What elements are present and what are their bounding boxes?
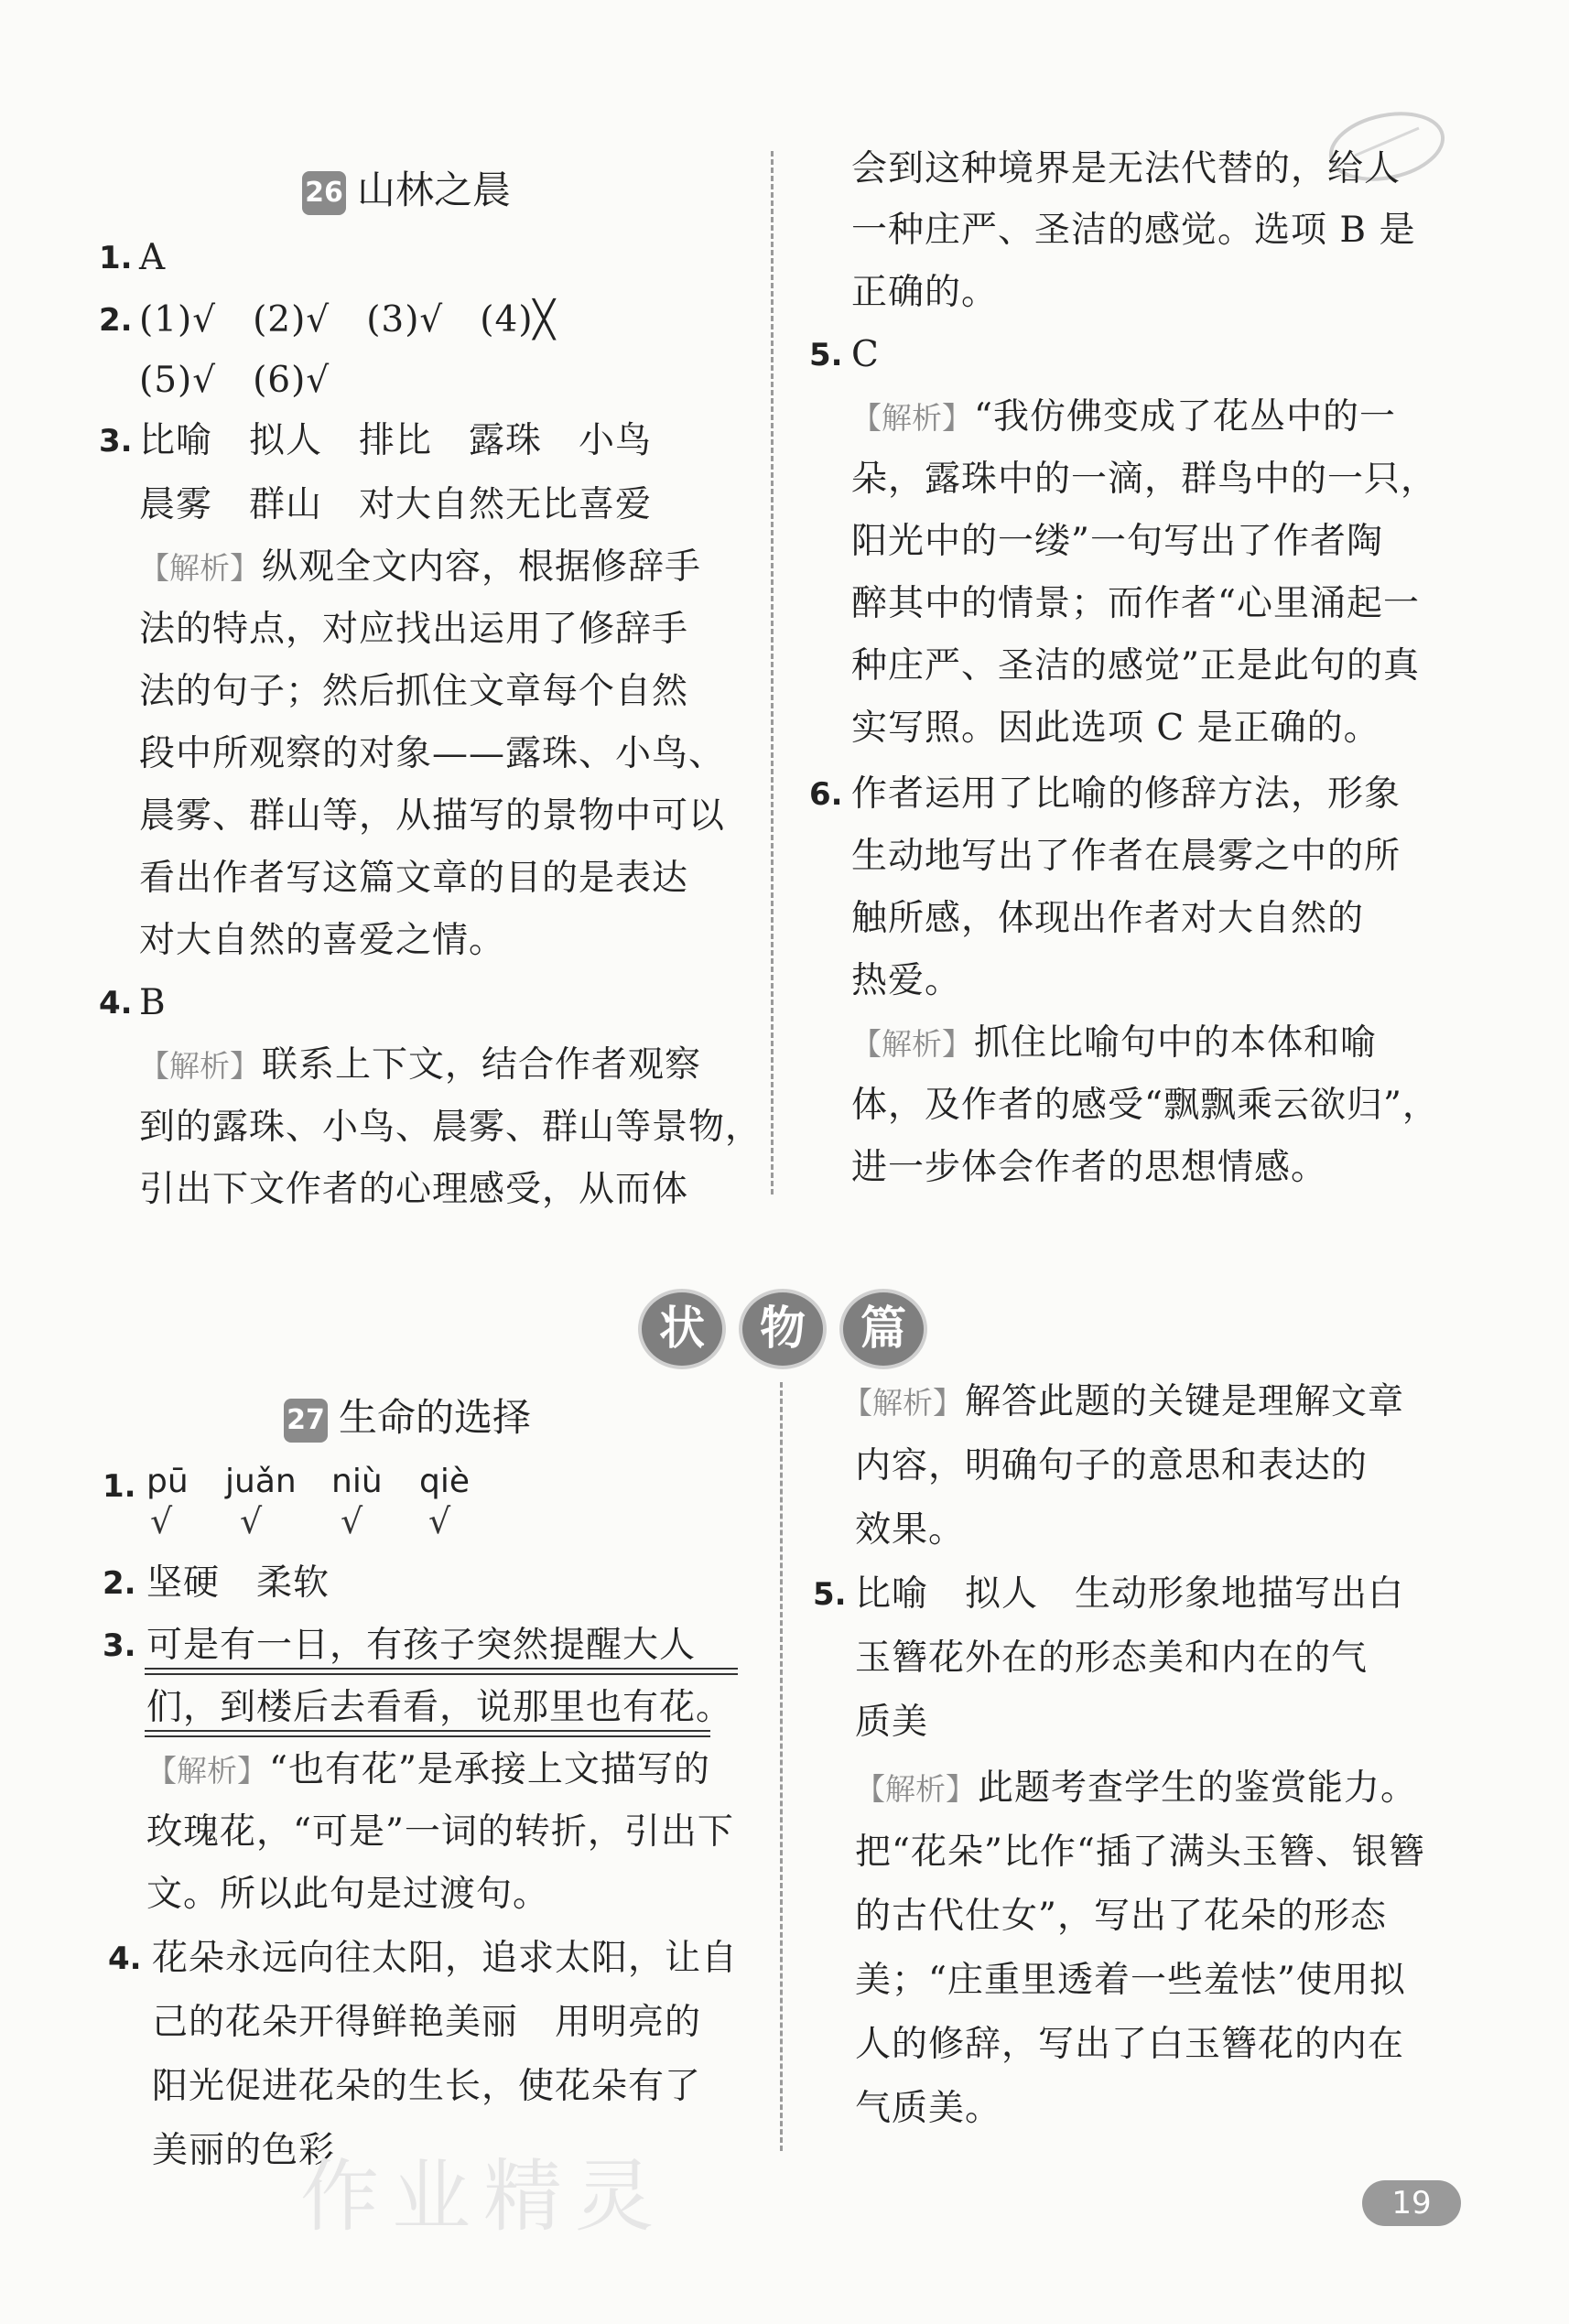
answer-text: 质美 [855,1702,929,1743]
analysis-line: 实写照。因此选项 C 是正确的。 [851,708,1380,749]
analysis-line: 人的修辞，写出了白玉簪花的内在 [855,2024,1405,2065]
answer-text: 比喻 拟人 排比 露珠 小鸟 [139,420,653,461]
question-number: 6. [809,776,843,813]
answer-text: 生动地写出了作者在晨雾之中的所 [851,836,1401,877]
analysis-line: 【解析】解答此题的关键是理解文章 [842,1381,1405,1422]
question-number: 5. [809,337,843,373]
analysis-line: 【解析】“我仿佛变成了花丛中的一 [851,396,1396,438]
check-mark: √ [240,1501,263,1541]
analysis-line: 正确的。 [851,272,999,313]
analysis-line: 法的特点，对应找出运用了修辞手 [139,609,689,650]
answer-text: C [851,334,880,375]
answer-text: 可是有一日，有孩子突然提醒大人 [146,1625,697,1666]
analysis-line: 【解析】此题考查学生的鉴赏能力。 [855,1767,1418,1809]
question-number: 3. [103,1627,136,1664]
pinyin-item: juǎn [225,1463,297,1500]
analysis-line: 晨雾、群山等，从描写的景物中可以 [139,795,726,837]
page-number: 19 [1362,2180,1461,2226]
question-number: 1. [99,240,133,276]
question-number: 4. [99,985,133,1021]
section-title: 生命的选择 [339,1395,532,1440]
section-badge: 26 [302,171,346,215]
answer-underline [145,1668,738,1670]
answer-text: 美丽的色彩 [152,2130,336,2171]
answer-text: 玉簪花外在的形态美和内在的气 [855,1638,1369,1679]
answer-text: 晨雾 群山 对大自然无比喜爱 [139,484,653,525]
section-title: 山林之晨 [357,168,512,212]
analysis-line: 美；“庄重里透着一些羞怯”使用拟 [855,1960,1406,2001]
analysis-line: 到的露珠、小鸟、晨雾、群山等景物， [139,1107,763,1148]
column-divider [771,151,774,1194]
banner-char: 状 [659,1302,705,1355]
analysis-line: 玫瑰花，“可是”一词的转折，引出下 [146,1811,734,1853]
answer-text: 热爱。 [851,960,962,1001]
answer-text: 己的花朵开得鲜艳美丽 用明亮的 [152,2002,702,2043]
analysis-line: 【解析】抓住比喻句中的本体和喻 [851,1022,1378,1064]
answer-text: 比喻 拟人 生动形象地描写出白 [855,1573,1405,1615]
pinyin-item: pū [146,1463,189,1500]
analysis-tag: 【解析】 [851,400,972,436]
answer-text: A [139,237,167,278]
pinyin-item: qiè [419,1463,471,1500]
analysis-line: 内容，明确句子的意思和表达的 [855,1445,1369,1486]
analysis-line: 体，及作者的感受“飘飘乘云欲归”， [851,1085,1439,1126]
analysis-tag: 【解析】 [855,1771,976,1807]
analysis-line: 段中所观察的对象——露珠、小鸟、 [139,733,726,774]
analysis-line: 气质美。 [855,2088,1002,2129]
section-26-heading [302,160,511,215]
analysis-line: 看出作者写这篇文章的目的是表达 [139,858,689,899]
analysis-line: 朵，露珠中的一滴，群鸟中的一只， [851,459,1438,500]
analysis-tag: 【解析】 [146,1753,267,1789]
analysis-line: 法的句子；然后抓住文章每个自然 [139,671,689,712]
answer-underline [145,1730,710,1732]
analysis-line: 的古代仕女”，写出了花朵的形态 [855,1896,1387,1937]
question-number: 1. [103,1468,136,1505]
column-divider [780,1382,783,2151]
analysis-line: 效果。 [855,1509,966,1551]
analysis-line: 进一步体会作者的思想情感。 [851,1147,1328,1188]
analysis-line: 会到这种境界是无法代替的，给人 [851,148,1401,189]
question-number: 4. [108,1940,142,1977]
answer-text: 作者运用了比喻的修辞方法，形象 [851,773,1401,815]
answer-text: 触所感，体现出作者对大自然的 [851,898,1365,939]
answer-text: 坚硬 柔软 [146,1562,330,1604]
question-number: 5. [813,1576,847,1613]
question-number: 2. [99,302,133,339]
answer-text: (1)√ (2)√ (3)√ (4)╳ [139,299,557,340]
check-mark: √ [150,1501,173,1541]
watermark: 作业精灵 [300,2151,666,2243]
analysis-line: 【解析】“也有花”是承接上文描写的 [146,1749,710,1790]
section-banner [632,1281,934,1373]
answer-text: 们，到楼后去看看，说那里也有花。 [146,1687,733,1728]
analysis-line: 把“花朵”比作“插了满头玉簪、银簪 [855,1832,1425,1873]
answer-text: 阳光促进花朵的生长，使花朵有了 [152,2066,702,2107]
analysis-tag: 【解析】 [139,550,260,586]
analysis-line: 醉其中的情景；而作者“心里涌起一 [851,583,1420,624]
analysis-tag: 【解析】 [842,1385,963,1421]
banner-char: 篇 [860,1302,906,1355]
analysis-line: 【解析】联系上下文，结合作者观察 [139,1044,702,1086]
analysis-line: 一种庄严、圣洁的感觉。选项 B 是 [851,210,1416,251]
answer-underline [145,1735,710,1737]
answer-text: (5)√ (6)√ [139,360,330,401]
banner-char: 物 [760,1302,806,1355]
answer-text: B [139,982,167,1023]
analysis-line: 对大自然的喜爱之情。 [139,920,506,961]
analysis-tag: 【解析】 [139,1048,260,1084]
section-27-heading [284,1388,531,1443]
analysis-line: 阳光中的一缕”一句写出了作者陶 [851,521,1383,562]
pinyin-item: niù [331,1463,383,1500]
analysis-line: 种庄严、圣洁的感觉”正是此句的真 [851,645,1420,686]
section-badge: 27 [284,1399,328,1443]
analysis-line: 引出下文作者的心理感受，从而体 [139,1169,689,1210]
answer-text: 花朵永远向往太阳，追求太阳，让自 [152,1938,739,1979]
analysis-line: 文。所以此句是过渡句。 [146,1874,550,1915]
check-mark: √ [341,1501,363,1541]
question-number: 2. [103,1565,136,1602]
check-mark: √ [428,1501,451,1541]
analysis-line: 【解析】纵观全文内容，根据修辞手 [139,546,702,588]
answer-underline [145,1673,738,1675]
analysis-tag: 【解析】 [851,1026,972,1062]
question-number: 3. [99,423,133,459]
